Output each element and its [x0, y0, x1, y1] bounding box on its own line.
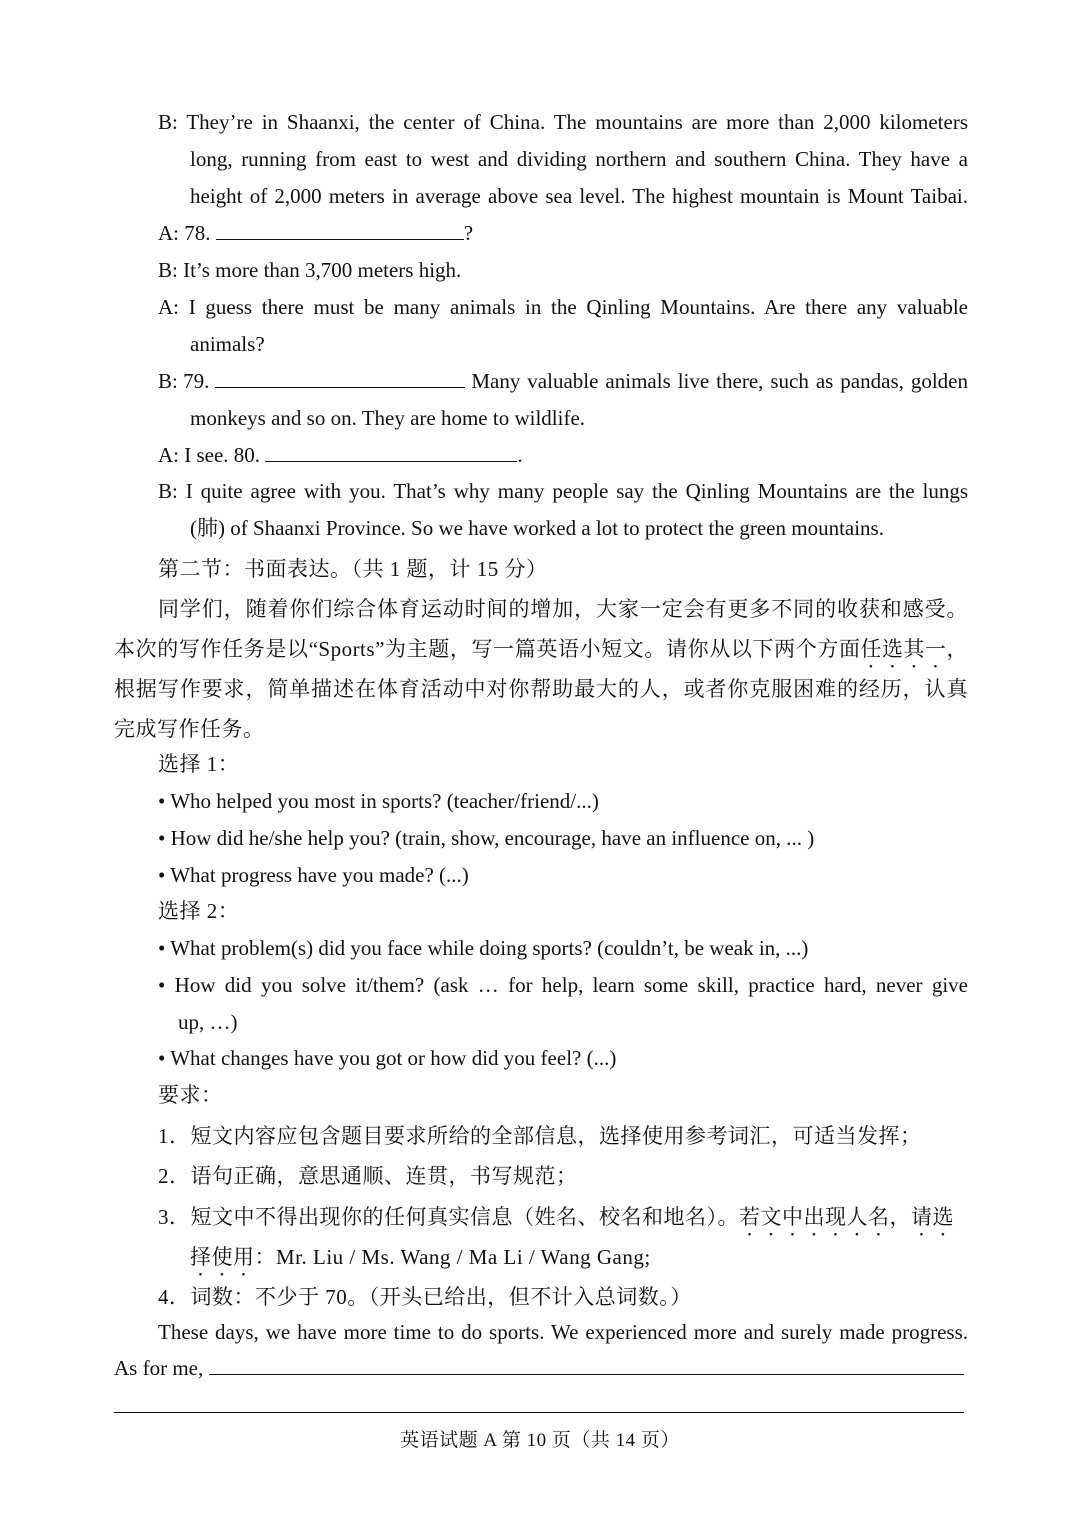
requirement-1: 1．短文内容应包含题目要求所给的全部信息，选择使用参考词汇，可适当发挥；: [158, 1124, 922, 1148]
dialogue-a-guess-line-1: A: I guess there must be many animals in the Qinling Mountains. Are there any valuable: [158, 295, 968, 319]
writing-intro-comma: ，: [946, 637, 968, 661]
dialogue-b-line-2: long, running from east to west and dividing northern and southern China. They have a: [190, 147, 968, 171]
requirement-3-line-2: [190, 1242, 651, 1281]
question-79-line-2: monkeys and so on. They are home to wildlife.: [190, 406, 586, 430]
question-78-prefix: A: 78.: [158, 221, 211, 245]
dialogue-b-line-3: height of 2,000 meters in average above sea level. The highest mountain is Mount Taibai.: [190, 184, 968, 208]
writing-answer-blank-2[interactable]: [114, 1412, 964, 1413]
question-79: [158, 366, 968, 396]
choice-2-item: • How did you solve it/them? (ask … for help, learn some skill, practice hard, never give: [158, 973, 968, 997]
question-79-prefix: B: 79.: [158, 369, 210, 393]
given-start-sentence: These days, we have more time to do sports. We experienced more and surely made progress.: [158, 1320, 968, 1344]
answer-blank-78[interactable]: [216, 219, 464, 240]
writing-intro-line-2-text: 本次的写作任务是以“Sports”为主题，写一篇英语小短文。请你从以下两个方面: [114, 637, 861, 661]
question-80: [158, 440, 523, 470]
choice-2-item: • What problem(s) did you face while doing sports? (couldn’t, be weak in, ...): [158, 936, 809, 960]
requirement-3-emphasis: 若文中出现人名，请选: [739, 1205, 954, 1229]
requirement-3-text: 3．短文中不得出现你的任何真实信息（姓名、校名和地名）。: [158, 1205, 739, 1229]
choice-1-label: 选择 1：: [158, 752, 240, 776]
answer-blank-79[interactable]: [215, 367, 465, 388]
question-79-suffix: Many valuable animals live there, such as pandas, golden: [471, 369, 968, 393]
dialogue-b-height: B: It’s more than 3,700 meters high.: [158, 258, 462, 282]
section-2-heading: 第二节：书面表达。（共 1 题，计 15 分）: [158, 557, 548, 581]
writing-intro-line-1: 同学们，随着你们综合体育运动时间的增加，大家一定会有更多不同的收获和感受。: [158, 597, 968, 621]
requirements-label: 要求：: [158, 1083, 223, 1107]
question-80-suffix: .: [517, 443, 523, 467]
writing-intro-line-2: [114, 634, 968, 673]
dialogue-b-agree-line-1: B: I quite agree with you. That’s why many people say the Qinling Mountains are the lungs: [158, 479, 968, 503]
writing-answer-blank-1[interactable]: [209, 1354, 964, 1375]
writing-intro-line-4: 完成写作任务。: [114, 717, 265, 741]
as-for-me-label: As for me,: [114, 1356, 204, 1380]
dialogue-b-line-1: B: They’re in Shaanxi, the center of China. The mountains are more than 2,000 kilometers: [158, 110, 968, 134]
requirement-3-emphasis-cont: 择使用: [190, 1245, 255, 1269]
question-78-suffix: ?: [463, 221, 474, 245]
choice-1-item: • What progress have you made? (...): [158, 863, 469, 887]
choice-1-item: • How did he/she help you? (train, show, encourage, have an influence on, ... ): [158, 826, 815, 850]
requirement-2: 2．语句正确，意思通顺、连贯，书写规范；: [158, 1164, 578, 1188]
question-80-prefix: A: I see. 80.: [158, 443, 261, 467]
choice-2-item: • What changes have you got or how did you feel? (...): [158, 1046, 617, 1070]
page-footer: 英语试题 A 第 10 页（共 14 页）: [400, 1430, 680, 1451]
requirement-3-names: ：Mr. Liu / Ms. Wang / Ma Li / Wang Gang;: [254, 1245, 651, 1269]
dialogue-b-agree-line-2: (肺) of Shaanxi Province. So we have worked a lot to protect the green mountains.: [190, 516, 884, 540]
writing-intro-line-3: 根据写作要求，简单描述在体育活动中对你帮助最大的人，或者你克服困难的经历，认真: [114, 677, 968, 701]
dialogue-a-guess-line-2: animals?: [190, 332, 265, 356]
choice-1-item: • Who helped you most in sports? (teacher/friend/...): [158, 789, 599, 813]
requirement-4: 4．词数：不少于 70。（开头已给出，但不计入总词数。）: [158, 1285, 692, 1309]
question-78: [158, 218, 473, 248]
requirement-3: [158, 1202, 968, 1241]
answer-blank-80[interactable]: [265, 441, 517, 462]
as-for-me-line: [114, 1353, 964, 1383]
choice-2-item-continued: up, …): [178, 1010, 238, 1034]
writing-intro-emphasis: 任选其一: [860, 637, 947, 661]
choice-2-label: 选择 2：: [158, 899, 240, 923]
